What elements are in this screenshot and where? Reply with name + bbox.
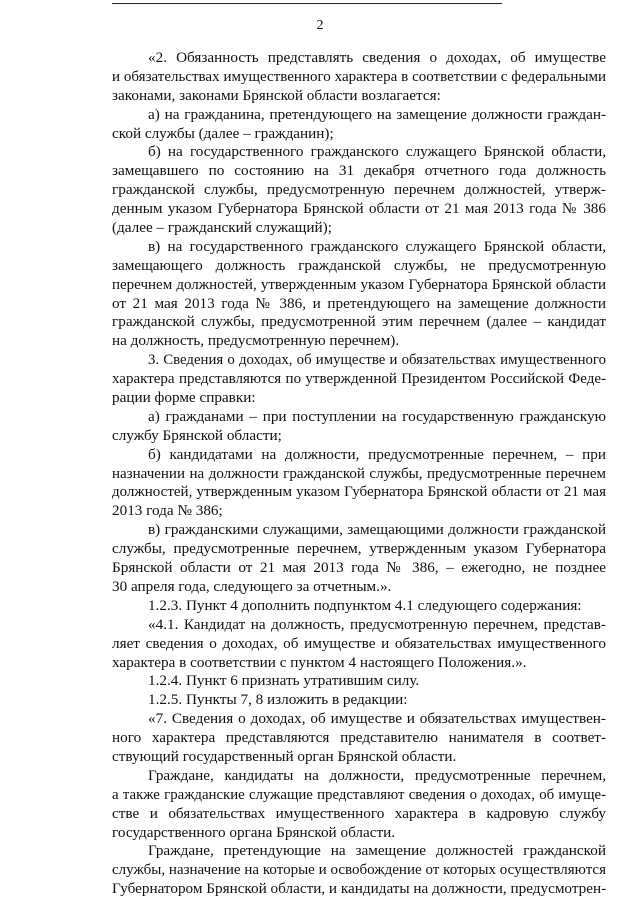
text-line: Граждане, претендующие на замещение должностей гражданской <box>148 842 606 860</box>
text-line: назначении на должности гражданской службы, предусмотренные перечнем <box>112 465 606 482</box>
text-line: и обязательствах имущественного характера в соответствии с федеральными <box>112 68 606 85</box>
text-line: замещающего должность гражданской службы, не предусмотренную <box>112 256 606 274</box>
text-line: характера в соответствии с пунктом 4 настоящего Положения.». <box>112 653 527 671</box>
text-line: Брянской области от 21 мая 2013 года № 386, – ежегодно, не позднее <box>112 559 606 577</box>
text-line: службу Брянской области; <box>112 426 282 444</box>
text-line: 1.2.3. Пункт 4 дополнить подпунктом 4.1 следующего содержания: <box>148 596 582 614</box>
text-line: ствующий государственный орган Брянской области. <box>112 747 457 765</box>
text-line: б) на государственного гражданского служащего Брянской области, <box>148 143 606 161</box>
text-line: «2. Обязанность представлять сведения о доходах, об имуществе <box>148 49 606 66</box>
text-line: должностей, утвержденным указом Губернатора Брянской области от 21 мая <box>112 484 606 501</box>
text-line: на должность, предусмотренную перечнем). <box>112 332 400 350</box>
text-line: 1.2.4. Пункт 6 признать утратившим силу. <box>148 672 420 690</box>
text-line: службы, назначение на которые и освобождение от которых осуществляются <box>112 862 606 879</box>
text-line: от 21 мая 2013 года № 386, и претендующего на замещение должности <box>112 294 606 312</box>
text-line: б) кандидатами на должности, предусмотренные перечнем, – при <box>148 445 606 463</box>
text-line: 3. Сведения о доходах, об имуществе и обязательствах имущественного <box>148 352 606 369</box>
text-line: а) на гражданина, претендующего на замещение должности граждан- <box>148 105 606 123</box>
text-line: замещавшего по состоянию на 31 декабря отчетного года должность <box>112 162 606 180</box>
text-line: ляет сведения о доходах, об имуществе и обязательствах имущественного <box>112 634 606 652</box>
text-line: характера представляются по утвержденной Президентом Российской Феде- <box>112 371 606 388</box>
text-line: перечнем должностей, утвержденным указом Губернатора Брянской области <box>112 276 606 293</box>
text-line: а) гражданами – при поступлении на государственную гражданскую <box>148 407 606 425</box>
text-line: гражданской службы, предусмотренной этим перечнем (далее – кандидат <box>112 313 606 331</box>
text-line: стве и обязательствах имущественного характера в кадровую службу <box>112 804 606 822</box>
text-line: в) гражданскими служащими, замещающими должности гражданской <box>148 521 606 539</box>
text-line: (далее – гражданский служащий); <box>112 219 332 237</box>
text-line: Губернатором Брянской области, и кандидаты на должности, предусмотрен- <box>112 880 607 898</box>
text-line: 2013 года № 386; <box>112 502 223 520</box>
text-line: государственного органа Брянской области. <box>112 823 396 841</box>
page-number: 2 <box>316 18 324 33</box>
text-line: гражданской службы, предусмотренную перечнем должностей, утверж- <box>112 181 606 199</box>
text-line: в) на государственного гражданского служащего Брянской области, <box>148 237 606 255</box>
text-line: 30 апреля года, следующего за отчетным.». <box>112 577 392 595</box>
text-line: ного характера представляются представителю нанимателя в соответ- <box>112 729 606 747</box>
text-line: 1.2.5. Пункты 7, 8 изложить в редакции: <box>148 691 408 709</box>
text-line: законами, законами Брянской области возлагается: <box>112 86 441 104</box>
text-line: денным указом Губернатора Брянской области от 21 мая 2013 года № 386 <box>112 200 606 218</box>
top-rule <box>112 3 502 4</box>
text-line: «7. Сведения о доходах, об имуществе и обязательствах имуществен- <box>148 710 606 728</box>
text-line: а также гражданские служащие представляют сведения о доходах, об имуще- <box>112 786 606 803</box>
text-line: «4.1. Кандидат на должность, предусмотренную перечнем, представ- <box>148 615 606 633</box>
text-line: рации форме справки: <box>112 389 256 407</box>
document-body <box>112 49 606 899</box>
text-line: Граждане, кандидаты на должности, предусмотренные перечнем, <box>148 766 606 784</box>
text-line: ской службы (далее – гражданин); <box>112 124 334 142</box>
text-line: службы, предусмотренные перечнем, утвержденным указом Губернатора <box>112 540 606 558</box>
